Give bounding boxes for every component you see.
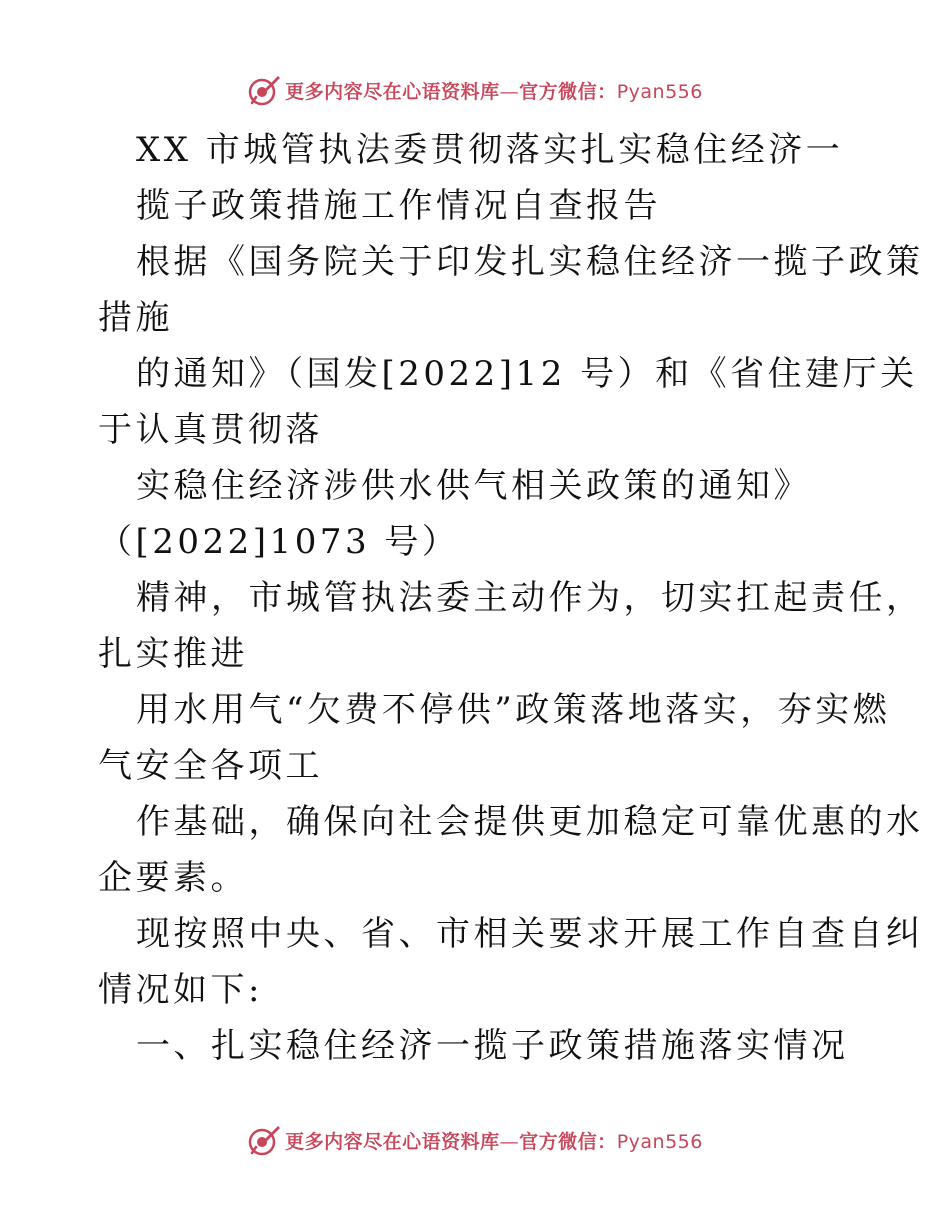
- watermark-dash: —: [499, 80, 520, 103]
- document-line: 根据《国务院关于印发扎实稳住经济一揽子政策: [136, 242, 924, 282]
- document-line: XX 市城管执法委贯彻落实扎实稳住经济一: [136, 130, 844, 170]
- document-line: 情况如下:: [98, 970, 263, 1010]
- document-line: 措施: [98, 298, 173, 338]
- watermark-official: 官方微信：: [519, 80, 617, 103]
- document-line: 现按照中央、省、市相关要求开展工作自查自纠: [136, 914, 924, 954]
- document-line: 揽子政策措施工作情况自查报告: [136, 186, 661, 226]
- watermark-wechat-id: Pyan556: [616, 80, 703, 103]
- watermark-text: [285, 1127, 703, 1154]
- document-line: 气安全各项工: [98, 746, 323, 786]
- pen-logo-icon: [247, 73, 281, 107]
- document-line: 精神，市城管执法委主动作为，切实扛起责任，: [136, 578, 924, 618]
- document-body: [98, 122, 924, 1074]
- watermark-site: 更多内容尽在心语资料库: [285, 80, 500, 103]
- document-line: 企要素。: [98, 858, 248, 898]
- document-line: 一、扎实稳住经济一揽子政策措施落实情况: [136, 1026, 849, 1066]
- pen-logo-icon: [247, 1123, 281, 1157]
- document-line: 用水用气“欠费不停供”政策落地落实，夯实燃: [136, 690, 891, 730]
- document-line: （[2022]1073 号）: [98, 522, 460, 562]
- footer-watermark: [0, 1120, 950, 1160]
- watermark-dash: —: [499, 1130, 520, 1153]
- header-watermark: [0, 70, 950, 110]
- document-line: 作基础，确保向社会提供更加稳定可靠优惠的水: [136, 802, 924, 842]
- document-line: 于认真贯彻落: [98, 410, 323, 450]
- watermark-site: 更多内容尽在心语资料库: [285, 1130, 500, 1153]
- watermark-wechat-id: Pyan556: [616, 1130, 703, 1153]
- watermark-text: [285, 77, 703, 104]
- document-line: 的通知》（国发[2022]12 号）和《省住建厅关: [136, 354, 918, 394]
- watermark-official: 官方微信：: [519, 1130, 617, 1153]
- document-line: 实稳住经济涉供水供气相关政策的通知》: [136, 466, 811, 506]
- document-line: 扎实推进: [98, 634, 248, 674]
